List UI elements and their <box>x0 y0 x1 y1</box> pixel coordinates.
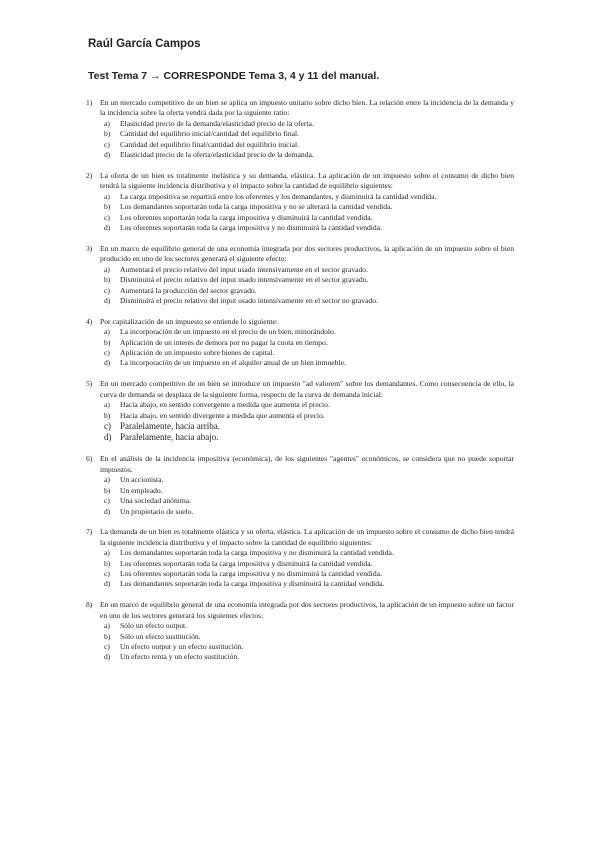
option-text: Un propietario de suelo. <box>120 506 194 516</box>
question-stem: La demanda de un bien es totalmente elástica y su oferta, elástica. La aplicación de un impuesto sobre el consumo de dicho bien tendrá la siguiente incidencia distributiva y el impacto sobre la cantidad de equilibrio siguientes: <box>100 527 514 547</box>
question-6 <box>86 454 514 516</box>
option-letter: d) <box>104 652 111 662</box>
option-letter: d) <box>104 150 111 160</box>
question-number: 4) <box>86 316 93 326</box>
question-4 <box>86 317 514 369</box>
option-letter: d) <box>104 222 111 232</box>
author-name: Raúl García Campos <box>88 38 201 50</box>
option-letter: d) <box>104 432 112 443</box>
question-7 <box>86 527 514 589</box>
question-5 <box>86 379 514 444</box>
option-letter: c) <box>104 420 111 431</box>
question-2 <box>86 171 514 233</box>
answer-option <box>100 507 514 517</box>
option-text: Una sociedad anónima. <box>120 496 192 506</box>
option-letter: d) <box>104 579 111 589</box>
answer-option <box>100 275 514 285</box>
option-letter: c) <box>104 641 110 651</box>
document-title: Test Tema 7 → CORRESPONDE Tema 3, 4 y 11 del manual. <box>88 70 380 82</box>
option-letter: b) <box>104 129 111 139</box>
option-text: Cantidad del equilibrio final/cantidad del equilibrio inicial. <box>120 139 300 149</box>
option-letter: c) <box>104 496 110 506</box>
option-letter: a) <box>104 118 110 128</box>
question-number: 3) <box>86 243 93 253</box>
answer-option <box>100 327 514 337</box>
answer-option <box>100 140 514 150</box>
option-letter: b) <box>104 275 111 285</box>
option-letter: b) <box>104 558 111 568</box>
answer-option <box>100 192 514 202</box>
option-letter: a) <box>104 548 110 558</box>
answer-option <box>100 213 514 223</box>
option-text: La carga impositiva se repartirá entre los oferentes y los demandantes, y disminuirá la cantidad vendida. <box>120 191 437 201</box>
option-letter: c) <box>104 212 110 222</box>
option-letter: b) <box>104 631 111 641</box>
answer-option <box>100 223 514 233</box>
option-text: Un efecto output y un efecto sustitución. <box>120 641 244 651</box>
option-letter: b) <box>104 202 111 212</box>
option-text: Sólo un efecto sustitución. <box>120 631 201 641</box>
option-letter: d) <box>104 295 111 305</box>
question-1 <box>86 98 514 160</box>
question-number: 2) <box>86 170 93 180</box>
question-stem: En el análisis de la incidencia impositiva (económica), de los siguientes "agentes" económicos, se considera que no puede soportar impuestos. <box>100 454 514 474</box>
option-letter: a) <box>104 264 110 274</box>
option-text: Los oferentes soportarán toda la carga impositiva y disminuirá la cantidad vendida. <box>120 558 373 568</box>
answer-option <box>100 150 514 160</box>
option-text: Disminuirá el precio relativo del input usado intensivamente en el sector gravado. <box>120 275 369 285</box>
answer-option <box>100 286 514 296</box>
question-stem: La oferta de un bien es totalmente inelástica y su demanda, elástica. La aplicación de un impuesto sobre el consumo de dicho bien tendrá la siguiente incidencia distributiva y el impacto sobre la cantidad de equilibrio siguientes: <box>100 170 514 191</box>
question-number: 8) <box>86 600 93 610</box>
answer-option <box>100 579 514 589</box>
option-text: Elasticidad precio de la oferta/elasticidad precio de la demanda. <box>120 150 314 160</box>
question-8 <box>86 600 514 662</box>
option-text: Disminuirá el precio relativo del input usado intensivamente en el sector no gravado. <box>120 295 378 305</box>
option-text: Los oferentes soportarán toda la carga impositiva y no disminuirá la cantidad vendida. <box>120 222 382 232</box>
option-text: Elasticidad precio de la demanda/elasticidad precio de la oferta. <box>120 118 314 128</box>
answer-option <box>100 411 514 421</box>
question-stem: En un marco de equilibrio general de una economía integrada por dos sectores productivos, la aplicación de un impuesto sobre el bien producido en uno de los sectores generará el siguiente efecto: <box>100 243 514 264</box>
answer-option <box>100 652 514 662</box>
option-text: Los oferentes soportarán toda la carga impositiva y disminuirá la cantidad vendida. <box>120 212 373 222</box>
option-text: Aplicación de un impuesto sobre bienes de capital. <box>120 348 275 358</box>
answer-option <box>100 559 514 569</box>
answer-option <box>100 265 514 275</box>
option-letter: c) <box>104 285 110 295</box>
answer-option <box>100 432 514 444</box>
question-stem: Por capitalización de un impuesto se entiende lo siguiente: <box>100 316 278 326</box>
option-text: Aumentará el precio relativo del input usado intensivamente en el sector gravado. <box>120 264 368 274</box>
answer-option <box>100 202 514 212</box>
option-letter: a) <box>104 400 110 410</box>
option-text: Los demandantes soportarán toda la carga impositiva y no se alterará la cantidad vendida. <box>120 202 393 212</box>
option-text: Aumentará la producción del sector gravado. <box>120 285 257 295</box>
option-text: Los oferentes soportarán toda la carga impositiva y no disminuirá la cantidad vendida. <box>120 569 382 579</box>
option-text: Un efecto renta y un efecto sustitución. <box>120 652 240 662</box>
option-text: Un empleado. <box>120 485 163 495</box>
option-text: Aplicación de un interés de demora por no pagar la cuota en tiempo. <box>120 337 328 347</box>
question-stem: En un mercado competitivo de un bien se aplica un impuesto unitario sobre dicho bien. La relación entre la incidencia de la demanda y la incidencia sobre la oferta vendrá dada por la siguiente ratio: <box>100 98 514 118</box>
answer-option <box>100 348 514 358</box>
answer-option <box>100 486 514 496</box>
question-stem: En un marco de equilibrio general de una economía integrada por dos sectores productivos, la aplicación de un impuesto sobre un factor en uno de los sectores generará los siguientes efectos: <box>100 600 514 620</box>
answer-option <box>100 475 514 485</box>
answer-option <box>100 642 514 652</box>
answer-option <box>100 421 514 433</box>
option-letter: d) <box>104 358 111 368</box>
answer-option <box>100 400 514 410</box>
option-letter: c) <box>104 569 110 579</box>
option-letter: a) <box>104 327 110 337</box>
answer-option <box>100 621 514 631</box>
option-letter: d) <box>104 506 111 516</box>
option-letter: b) <box>104 485 111 495</box>
question-3 <box>86 244 514 306</box>
option-text: Los demandantes soportarán toda la carga impositiva y disminuirá la cantidad vendida. <box>120 579 385 589</box>
option-letter: a) <box>104 621 110 631</box>
question-number: 6) <box>86 454 93 464</box>
option-text: Cantidad del equilibrio inicial/cantidad del equilibrio final. <box>120 129 300 139</box>
question-number: 1) <box>86 98 93 107</box>
answer-option <box>100 496 514 506</box>
question-number: 7) <box>86 527 93 537</box>
option-letter: b) <box>104 410 111 420</box>
option-text: La incorporación de un impuesto en el precio de un bien, minorándolo. <box>120 327 336 337</box>
option-text: La incorporación de un impuesto en el alquiler anual de un bien inmueble. <box>120 358 346 368</box>
question-list <box>86 98 514 673</box>
option-letter: b) <box>104 337 111 347</box>
option-letter: a) <box>104 475 110 485</box>
option-letter: c) <box>104 139 110 149</box>
answer-option <box>100 569 514 579</box>
option-text: Paralelamente, hacia arriba. <box>120 420 220 431</box>
answer-option <box>100 296 514 306</box>
answer-option <box>100 119 514 129</box>
option-letter: c) <box>104 348 110 358</box>
answer-option <box>100 338 514 348</box>
option-text: Los demandantes soportarán toda la carga impositiva y no disminuirá la cantidad vendida. <box>120 548 394 558</box>
question-number: 5) <box>86 379 93 389</box>
option-text: Paralelamente, hacia abajo. <box>120 432 219 443</box>
option-text: Hacia abajo, en sentido divergente a medida que aumenta el precio. <box>120 410 325 420</box>
option-text: Hacia abajo, en sentido convergente a medida que aumenta el precio. <box>120 400 330 410</box>
option-text: Un accionista. <box>120 475 164 485</box>
answer-option <box>100 632 514 642</box>
answer-option <box>100 358 514 368</box>
question-stem: En un mercado competitivo de un bien se introduce un impuesto "ad valorem" sobre los demandantes. Como consecuencia de ello, la curva de demanda se desplaza de la siguiente forma, respecto de la curva de demanda inicial: <box>100 379 514 399</box>
answer-option <box>100 129 514 139</box>
option-letter: a) <box>104 191 110 201</box>
answer-option <box>100 548 514 558</box>
option-text: Sólo un efecto output. <box>120 621 188 631</box>
